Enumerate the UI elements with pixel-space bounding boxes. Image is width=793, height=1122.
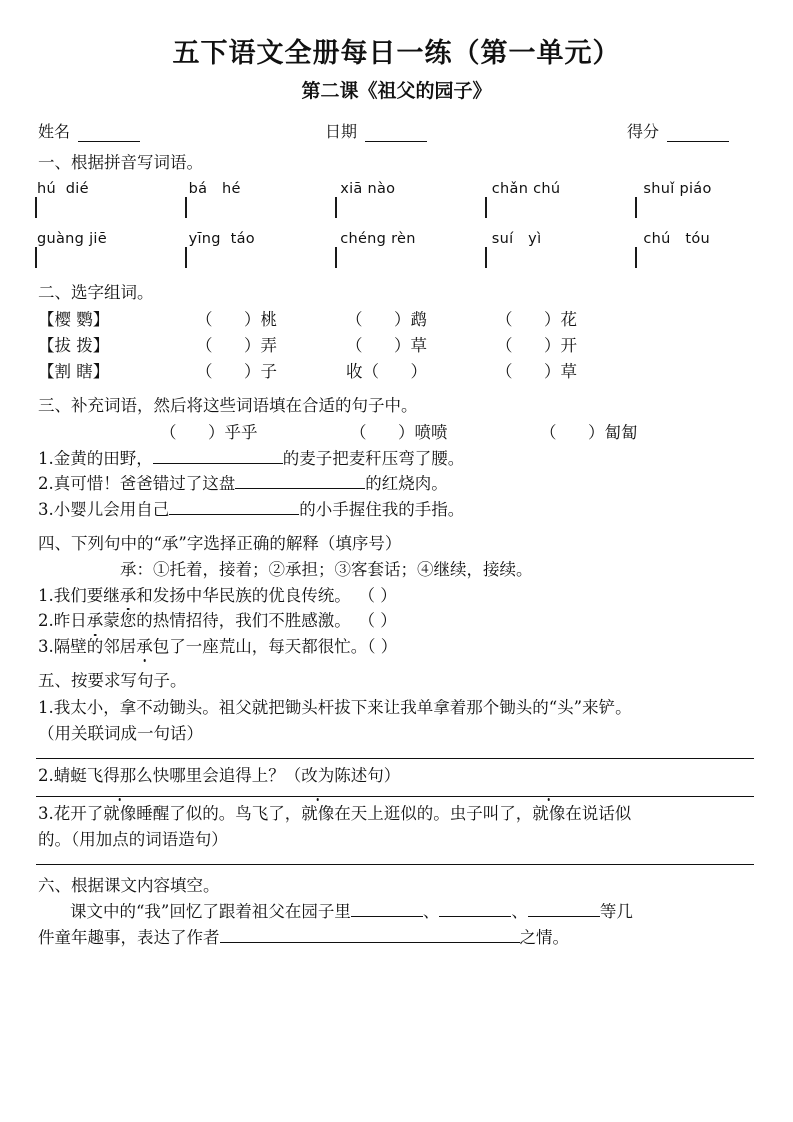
sentence-blank[interactable]	[235, 473, 365, 489]
choose-blank-item[interactable]: （ ）鹉	[346, 310, 427, 330]
sentence-blank[interactable]	[169, 499, 299, 515]
q3-text-d: 在说话似	[565, 804, 632, 824]
tianzige-box[interactable]	[335, 247, 337, 268]
tianzige-row-2	[35, 248, 793, 267]
score-field-group[interactable]	[627, 119, 729, 142]
name-input-blank[interactable]	[78, 127, 140, 142]
choose-blank-item[interactable]: （ ）弄	[196, 336, 277, 356]
tianzige-box[interactable]	[185, 197, 187, 218]
pinyin-row-1	[35, 181, 793, 197]
tianzige-box[interactable]	[335, 197, 337, 218]
item-text-before: 1.我们要继	[38, 585, 120, 605]
grid-vertical-dash-right	[36, 198, 37, 217]
section-4-item-3	[0, 635, 793, 660]
section-4-definitions: 承：①托着，接着；②承担；③客套话；④继续，接续。	[120, 559, 533, 579]
pinyin-label: xiā nào	[340, 181, 396, 198]
line-prefix: 件童年趣事，表达了作者	[38, 927, 220, 947]
emphasis-char: 承	[87, 609, 104, 634]
pinyin-label: bá hé	[188, 181, 241, 198]
section-5-q3-line2: 的。（用加点的词语造句）	[38, 830, 228, 850]
tianzige-slot[interactable]	[635, 248, 785, 267]
item-text-after: 包了一座荒山，每天都很忙。	[152, 637, 368, 657]
tianzige-slot[interactable]	[335, 248, 485, 267]
line-suffix: 等几	[599, 902, 633, 922]
fill-blank[interactable]	[351, 901, 423, 917]
pinyin-row-2	[35, 231, 793, 247]
section-5-q3-line1	[0, 801, 793, 826]
grid-vertical-dash-right	[36, 248, 37, 267]
tianzige-slot[interactable]	[35, 248, 185, 267]
pinyin-label: guàng jiē	[37, 231, 107, 248]
pinyin-label: suí yì	[491, 231, 542, 248]
sentence-suffix: 的红烧肉。	[365, 474, 448, 494]
grid-vertical-dash-right	[336, 198, 337, 217]
name-field-group[interactable]	[38, 119, 140, 142]
choose-blank-item[interactable]: （ ）桃	[196, 310, 277, 330]
line-prefix: 课文中的“我”回忆了跟着祖父在园子里	[70, 902, 351, 922]
section-1-pinyin-grids	[0, 181, 793, 267]
section-6-heading: 六、根据课文内容填空。	[38, 876, 220, 896]
tianzige-slot[interactable]	[485, 198, 635, 217]
sentence-blank[interactable]	[153, 448, 283, 464]
name-label: 姓名	[38, 122, 71, 142]
choose-blank-item[interactable]: （ ）草	[346, 336, 427, 356]
emphasis-word: 就像	[103, 801, 136, 826]
fill-blank[interactable]	[220, 927, 520, 943]
answer-line[interactable]	[36, 864, 754, 865]
grid-vertical-dash-right	[486, 248, 487, 267]
tianzige-slot[interactable]	[635, 198, 785, 217]
choose-row	[38, 307, 793, 333]
item-text-before: 3.隔壁的邻居	[38, 637, 137, 657]
answer-paren[interactable]: （ ）	[367, 637, 398, 657]
score-label: 得分	[627, 122, 660, 142]
choose-blank-item[interactable]: 收（ ）	[346, 362, 427, 382]
tianzige-box[interactable]	[635, 197, 637, 218]
section-2-body	[0, 307, 793, 385]
sentence-prefix: 1.金黄的田野，	[38, 448, 153, 468]
tianzige-slot[interactable]	[335, 198, 485, 217]
page-subtitle: 第二课《祖父的园子》	[301, 80, 492, 103]
answer-paren[interactable]: （ ）	[366, 611, 397, 631]
tianzige-row-1	[35, 198, 793, 217]
choose-blank-item[interactable]: （ ）子	[196, 362, 277, 382]
line-suffix: 之情。	[519, 927, 569, 947]
grid-vertical-dash-right	[636, 198, 637, 217]
emphasis-char: 承	[136, 635, 153, 660]
sentence-prefix: 2.真可惜！爸爸错过了这盘	[38, 474, 236, 494]
item-text-after: 蒙您的热情招待，我们不胜感激。	[103, 611, 351, 631]
section-4-item-1	[0, 584, 793, 609]
separator: 、	[511, 902, 528, 922]
section-4-heading: 四、下列句中的“承”字选择正确的解释（填序号）	[38, 533, 402, 553]
section-4-item-2	[0, 609, 793, 634]
choose-char-pair: 【拔 拨】	[38, 336, 110, 356]
section-1-heading: 一、根据拼音写词语。	[38, 153, 203, 173]
answer-paren[interactable]: （ ）	[366, 585, 397, 605]
student-meta-row	[0, 119, 793, 142]
section-5-q1-line1: 1.我太小，拿不动锄头。祖父就把锄头杆拔下来让我单拿着那个锄头的“头”来铲。	[38, 697, 632, 717]
emphasis-word: 就像	[301, 801, 334, 826]
sentence-suffix: 的小手握住我的手指。	[299, 500, 465, 520]
tianzige-box[interactable]	[635, 247, 637, 268]
section-5-q2: 2.蜻蜓飞得那么快哪里会追得上？（改为陈述句）	[38, 765, 401, 785]
word-blank-item[interactable]: （ ）匐匐	[540, 423, 638, 443]
emphasis-word: 就像	[532, 801, 565, 826]
choose-blank-item[interactable]: （ ）花	[496, 310, 577, 330]
pinyin-label: chéng rèn	[340, 231, 416, 248]
tianzige-slot[interactable]	[185, 198, 335, 217]
sentence-prefix: 3.小婴儿会用自己	[38, 500, 170, 520]
date-input-blank[interactable]	[365, 127, 427, 142]
fill-blank[interactable]	[439, 901, 511, 917]
emphasis-char: 承	[120, 584, 137, 609]
pinyin-label: chǎn chú	[491, 181, 561, 198]
grid-vertical-dash-right	[486, 198, 487, 217]
word-blank-item[interactable]: （ ）喷喷	[350, 423, 448, 443]
pinyin-label: chú tóu	[643, 231, 711, 248]
q3-text-b: 睡醒了似的。鸟飞了，	[136, 804, 302, 824]
tianzige-slot[interactable]	[35, 198, 185, 217]
section-3-sentence-1	[0, 447, 793, 472]
section-3-word-blanks	[0, 420, 793, 446]
choose-char-pair: 【樱 鹦】	[38, 310, 110, 330]
sentence-suffix: 的麦子把麦秆压弯了腰。	[282, 448, 465, 468]
choose-blank-item[interactable]: （ ）草	[496, 362, 577, 382]
page-title: 五下语文全册每日一练（第一单元）	[172, 38, 621, 69]
tianzige-slot[interactable]	[185, 248, 335, 267]
q3-text-c: 在天上逛似的。虫子叫了，	[334, 804, 533, 824]
tianzige-slot[interactable]	[485, 248, 635, 267]
answer-line[interactable]	[36, 796, 754, 797]
separator: 、	[422, 902, 440, 922]
tianzige-box[interactable]	[35, 197, 37, 218]
grid-vertical-dash-right	[186, 248, 187, 267]
pinyin-label: yīng táo	[188, 231, 255, 248]
choose-row	[38, 359, 793, 385]
section-5-q1-line2: （用关联词成一句话）	[38, 723, 203, 743]
choose-char-pair: 【割 瞎】	[38, 362, 110, 382]
section-2-heading: 二、选字组词。	[38, 283, 154, 303]
section-5-heading: 五、按要求写句子。	[38, 670, 187, 690]
tianzige-box[interactable]	[185, 247, 187, 268]
grid-vertical-dash-right	[186, 198, 187, 217]
tianzige-box[interactable]	[485, 247, 487, 268]
choose-row	[38, 333, 793, 359]
pinyin-label: shuǐ piáo	[643, 181, 712, 198]
item-text-after: 和发扬中华民族的优良传统。	[136, 585, 351, 605]
choose-blank-item[interactable]: （ ）开	[496, 336, 577, 356]
grid-vertical-dash-right	[636, 248, 637, 267]
answer-line[interactable]	[36, 758, 754, 759]
tianzige-box[interactable]	[35, 247, 37, 268]
item-text-before: 2.昨日	[38, 611, 87, 631]
section-6-line-1	[0, 900, 793, 925]
section-3-sentence-3	[0, 498, 793, 523]
q3-text-a: 3.花开了	[38, 804, 104, 824]
pinyin-label: hú dié	[37, 181, 89, 198]
tianzige-box[interactable]	[485, 197, 487, 218]
section-3-sentence-2	[0, 472, 793, 497]
word-blank-item[interactable]: （ ）乎乎	[160, 423, 258, 443]
date-field-group[interactable]	[325, 119, 427, 142]
fill-blank[interactable]	[528, 901, 600, 917]
grid-vertical-dash-right	[336, 248, 337, 267]
section-3-heading: 三、补充词语，然后将这些词语填在合适的句子中。	[38, 396, 418, 416]
score-input-blank[interactable]	[667, 127, 729, 142]
date-label: 日期	[325, 122, 358, 142]
section-6-line-2	[0, 926, 793, 951]
